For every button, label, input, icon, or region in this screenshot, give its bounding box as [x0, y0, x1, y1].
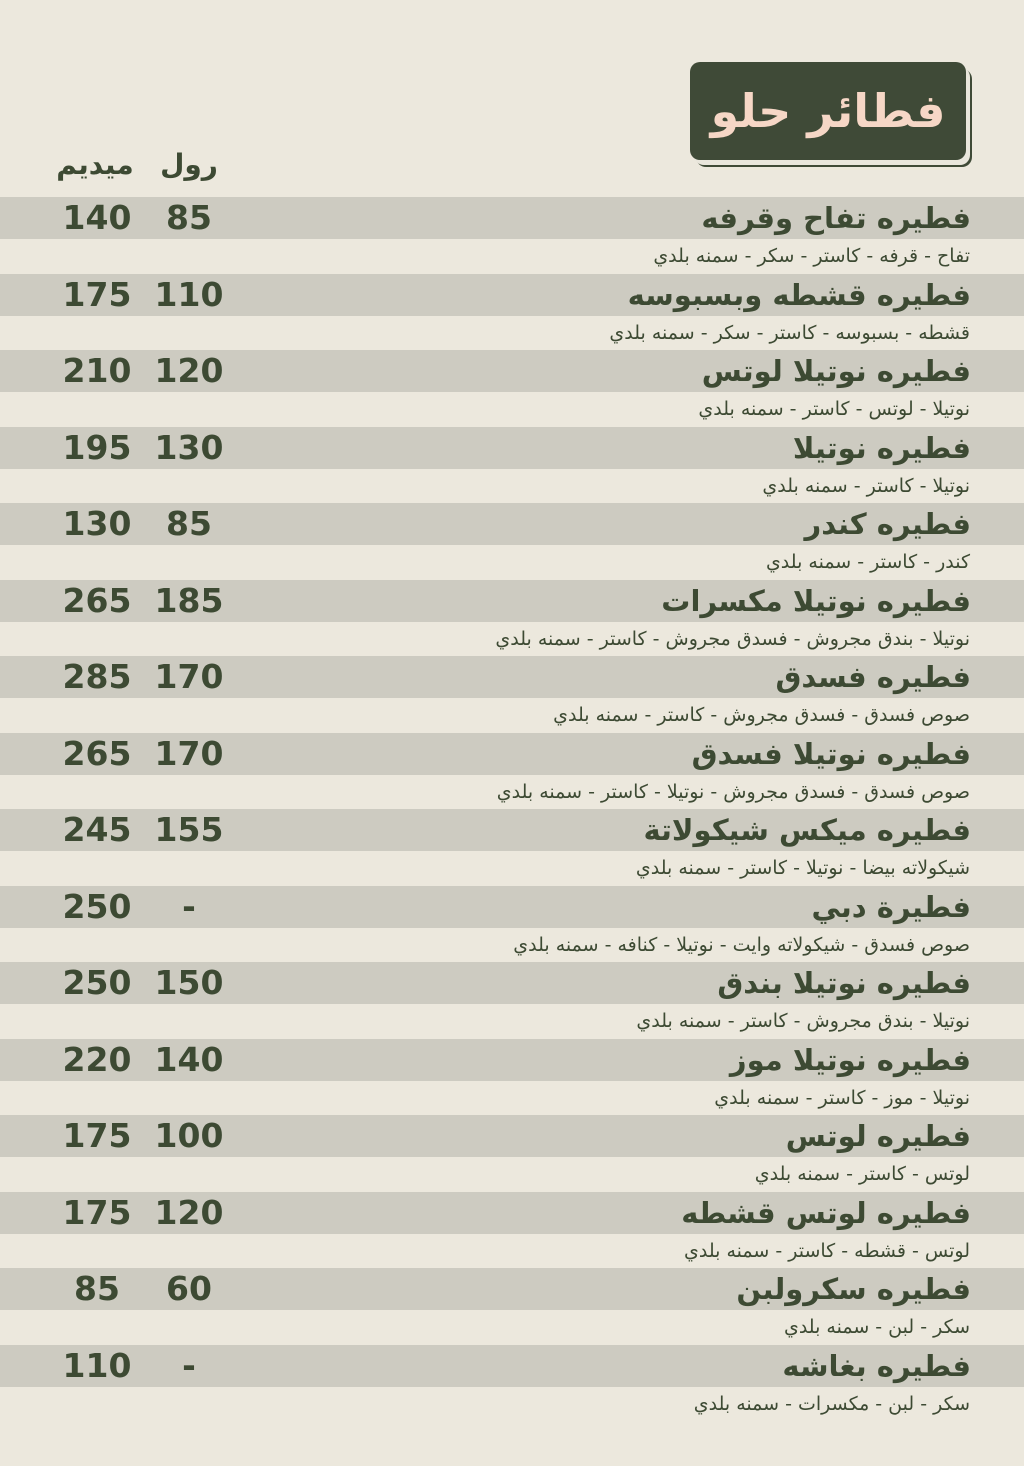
item-price-medium: 220 — [62, 1039, 132, 1079]
menu-title-badge — [690, 62, 966, 160]
menu-item — [0, 1345, 1024, 1422]
item-name: فطيره فسدق — [775, 660, 971, 694]
item-name: فطيره نوتيلا — [792, 430, 971, 465]
item-name: فطيره ميكس شيكولاتة — [643, 813, 971, 847]
item-price-roll: 100 — [154, 1116, 224, 1155]
item-price-medium: 265 — [62, 733, 132, 773]
menu-item — [0, 503, 1024, 580]
item-description: نوتيلا - موز - كاستر - سمنه بلدي — [714, 1086, 970, 1109]
item-description: سكر - لبن - مكسرات - سمنه بلدي — [693, 1392, 970, 1415]
item-name: فطيره نوتيلا فسدق — [691, 736, 971, 771]
menu-item — [0, 350, 1024, 427]
item-name: فطيره نوتيلا مكسرات — [661, 583, 971, 618]
item-description: قشطه - بسبوسه - كاستر - سكر - سمنه بلدي — [609, 321, 970, 344]
item-price-roll: 170 — [154, 657, 224, 696]
item-description: نوتيلا - كاستر - سمنه بلدي — [762, 474, 970, 497]
item-name: فطيره نوتيلا بندق — [717, 966, 971, 1000]
menu-item — [0, 197, 1024, 274]
column-header-roll: رول — [160, 148, 218, 181]
item-price-medium: 175 — [62, 1116, 132, 1155]
item-price-roll: 130 — [154, 427, 224, 467]
item-name: فطيره بغاشه — [782, 1348, 971, 1383]
menu-item — [0, 733, 1024, 810]
item-price-roll: 85 — [166, 198, 212, 237]
item-price-medium: 245 — [62, 810, 132, 849]
item-description: تفاح - قرفه - كاستر - سكر - سمنه بلدي — [653, 245, 970, 267]
item-name: فطيره لوتس قشطه — [681, 1195, 971, 1230]
item-description: شيكولاته بيضا - نوتيلا - كاستر - سمنه بلدي — [635, 857, 970, 879]
item-description: نوتيلا - بندق مجروش - كاستر - سمنه بلدي — [636, 1010, 970, 1032]
item-price-medium: 250 — [62, 963, 132, 1002]
item-price-roll: 120 — [154, 1192, 224, 1232]
item-description: لوتس - كاستر - سمنه بلدي — [754, 1163, 970, 1185]
item-price-medium: 285 — [62, 657, 132, 696]
item-name: فطيره تفاح وقرفه — [701, 201, 971, 235]
item-price-medium: 265 — [62, 580, 132, 620]
menu-item — [0, 656, 1024, 733]
menu-item — [0, 274, 1024, 351]
column-header-medium: ميديم — [56, 148, 134, 181]
item-name: فطيره نوتيلا موز — [729, 1042, 971, 1077]
item-description: كندر - كاستر - سمنه بلدي — [765, 551, 970, 573]
item-name: فطيره قشطه وبسبوسه — [627, 277, 971, 312]
item-description: نوتيلا - لوتس - كاستر - سمنه بلدي — [698, 398, 970, 420]
item-price-roll: 140 — [154, 1039, 224, 1079]
item-price-roll: 120 — [154, 351, 224, 390]
menu-items-list — [0, 197, 1024, 1421]
item-price-roll: 60 — [166, 1269, 212, 1308]
menu-item — [0, 1192, 1024, 1269]
item-description: نوتيلا - بندق مجروش - فسدق مجروش - كاستر - سمنه بلدي — [495, 627, 970, 650]
item-name: فطيرة دبي — [811, 889, 971, 924]
item-description: صوص فسدق - فسدق مجروش - نوتيلا - كاستر - سمنه بلدي — [496, 780, 970, 803]
menu-item — [0, 962, 1024, 1039]
item-price-roll: - — [182, 886, 196, 926]
item-name: فطيره سكرولبن — [736, 1272, 971, 1306]
menu-item — [0, 580, 1024, 657]
item-price-roll: 170 — [154, 733, 224, 773]
menu-title: فطائر حلو — [710, 84, 946, 138]
item-name: فطيره كندر — [804, 507, 971, 541]
item-price-medium: 210 — [62, 351, 132, 390]
menu-item — [0, 1039, 1024, 1116]
item-price-medium: 250 — [62, 886, 132, 926]
item-description: صوص فسدق - فسدق مجروش - كاستر - سمنه بلدي — [553, 704, 970, 726]
item-price-roll: 110 — [154, 274, 224, 314]
item-description: سكر - لبن - سمنه بلدي — [783, 1316, 970, 1338]
menu-item — [0, 809, 1024, 886]
item-price-roll: 150 — [154, 963, 224, 1002]
menu-item — [0, 1115, 1024, 1192]
item-price-roll: 85 — [166, 504, 212, 543]
item-description: صوص فسدق - شيكولاته وايت - نوتيلا - كنافه - سمنه بلدي — [513, 933, 970, 956]
item-name: فطيره لوتس — [785, 1119, 971, 1153]
item-price-medium: 110 — [62, 1345, 132, 1385]
item-price-medium: 140 — [62, 198, 132, 237]
menu-item — [0, 427, 1024, 504]
item-price-medium: 195 — [62, 427, 132, 467]
item-description: لوتس - قشطه - كاستر - سمنه بلدي — [684, 1239, 970, 1262]
item-price-medium: 175 — [62, 1192, 132, 1232]
item-price-roll: 185 — [154, 580, 224, 620]
item-name: فطيره نوتيلا لوتس — [701, 354, 971, 388]
item-price-medium: 175 — [62, 274, 132, 314]
item-price-roll: 155 — [154, 810, 224, 849]
menu-item — [0, 1268, 1024, 1345]
menu-item — [0, 886, 1024, 963]
item-price-roll: - — [182, 1345, 196, 1385]
item-price-medium: 130 — [62, 504, 132, 543]
item-price-medium: 85 — [74, 1269, 120, 1308]
